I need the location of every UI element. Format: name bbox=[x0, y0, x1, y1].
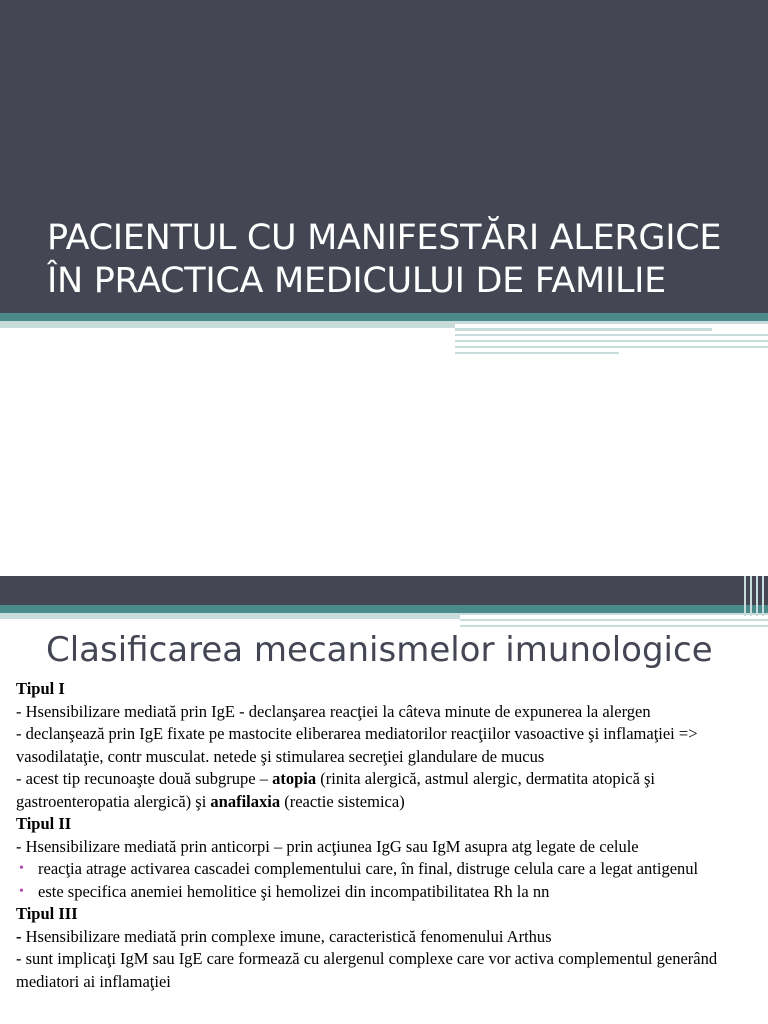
content-slide bbox=[0, 576, 768, 1024]
tip3-line2: - sunt implicaţi IgM sau IgE care formează cu alergenul complexe care vor activa complementul generând mediatori ai inflamaţiei bbox=[16, 949, 718, 991]
tip1-header: Tipul I bbox=[16, 679, 65, 698]
slide-heading: Clasificarea mecanismelor imunologice bbox=[46, 630, 713, 670]
slide-body bbox=[16, 678, 761, 993]
tip2-header: Tipul II bbox=[16, 814, 72, 833]
tip3-line1 bbox=[16, 926, 761, 949]
tip1-line2: - declanşează prin IgE fixate pe mastocite eliberarea mediatorilor reacţiilor vasoactive şi inflamaţiei => vasodilataţie, contr musculat. netede şi stimularea secreţiei glandulare de mucus bbox=[16, 724, 698, 766]
atopia-term: atopia bbox=[272, 769, 317, 788]
tip1-line3 bbox=[16, 768, 761, 813]
slide-title-line1: PACIENTUL CU MANIFESTĂRI ALERGICE bbox=[47, 218, 722, 258]
tip2-bullet1 bbox=[16, 858, 761, 881]
tip1-line1: - Hsensibilizare mediată prin IgE - declanşarea reacţiei la câteva minute de expunerea la alergen bbox=[16, 701, 651, 721]
tip2-bullet1-text: reacţia atrage activarea cascadei complementului care, în final, distruge celula care a legat antigenul bbox=[38, 859, 699, 878]
tip3-line1-dash: - bbox=[16, 926, 22, 946]
slide-title-line2: ÎN PRACTICA MEDICULUI DE FAMILIE bbox=[47, 261, 666, 301]
slide-title bbox=[47, 217, 757, 303]
tip2-bullet2-text: este specifica anemiei hemolitice şi hemolizei din incompatibilitatea Rh la nn bbox=[38, 881, 550, 901]
bullet-dot-icon: • bbox=[19, 861, 24, 876]
tip3-line1-text: Hsensibilizare mediată prin complexe imune, caracteristică fenomenului Arthus bbox=[21, 926, 552, 946]
tip1-line3-text-c: (rinita alergică, astmul alergic, dermatita atopică şi gastroenteropatia alergică) şi bbox=[16, 769, 656, 811]
tip1-line3-text-a: - acest tip recunoaşte două subgrupe – bbox=[16, 769, 273, 788]
tip2-line1: - Hsensibilizare mediată prin anticorpi – prin acţiunea IgG sau IgM asupra atg legate de celule bbox=[16, 836, 639, 856]
tip2-bullet2 bbox=[16, 881, 761, 904]
header-band bbox=[0, 576, 768, 605]
tip1-line3-text-e: (reactie sistemica) bbox=[280, 791, 405, 811]
tip3-header: Tipul III bbox=[16, 904, 78, 923]
bullet-dot-icon: • bbox=[19, 883, 24, 899]
anafilaxia-term: anafilaxia bbox=[210, 791, 281, 811]
